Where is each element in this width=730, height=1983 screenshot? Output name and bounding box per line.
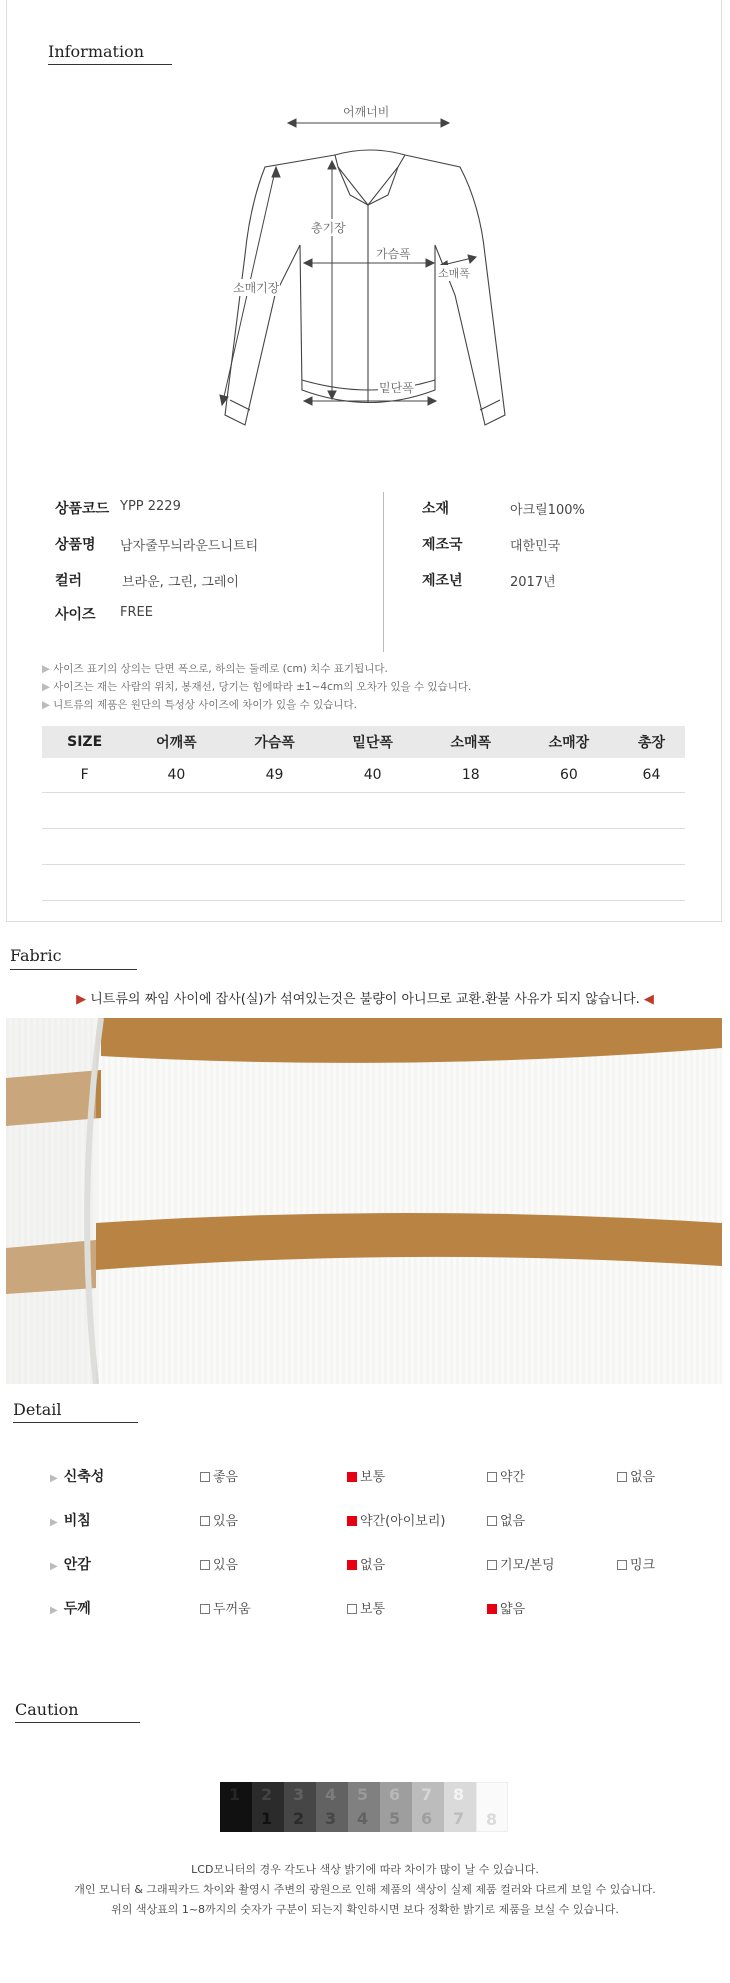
detail-label-lining: ▶ 안감	[50, 1557, 91, 1573]
information-title: Information	[48, 42, 145, 61]
option-sheer-slight: 약간(아이보리)	[347, 1510, 446, 1529]
total-length-label: 총기장	[311, 221, 346, 235]
detail-label-thickness: ▶ 두께	[50, 1601, 91, 1617]
size-table-header	[42, 726, 685, 758]
option-elasticity-normal: 보통	[347, 1466, 385, 1485]
hem-label: 밑단폭	[379, 381, 414, 395]
size-col-header: 소매폭	[422, 726, 520, 758]
fabric-title-underline	[10, 969, 137, 970]
sleeve-width-label: 소매폭	[438, 267, 470, 280]
spec-value-name: 남자줄무늬라운드니트티	[120, 539, 259, 554]
option-thickness-thin: 얇음	[487, 1598, 525, 1617]
checkbox-icon	[617, 1560, 627, 1570]
size-note: ▶ 사이즈 표기의 상의는 단면 폭으로, 하의는 둘레로 (cm) 치수 표기됩니다.	[42, 663, 388, 675]
swatch: 2 1	[252, 1782, 284, 1832]
option-lining-yes: 있음	[200, 1554, 238, 1573]
option-sheer-none: 없음	[487, 1510, 525, 1529]
spec-value-material: 아크릴100%	[510, 503, 585, 518]
spec-value-size: FREE	[120, 605, 153, 620]
spec-label-year: 제조년	[422, 573, 463, 589]
triangle-bullet-icon: ▶	[42, 681, 51, 693]
size-cell: 64	[618, 758, 685, 793]
triangle-bullet-icon: ▶	[50, 1605, 58, 1616]
triangle-bullet-icon: ▶	[50, 1473, 58, 1484]
spec-value-code: YPP 2229	[120, 499, 181, 514]
option-lining-none: 없음	[347, 1554, 385, 1573]
garment-diagram	[200, 95, 530, 435]
checkbox-checked-icon	[347, 1560, 357, 1570]
caution-title-underline	[15, 1722, 140, 1723]
spec-value-year: 2017년	[510, 575, 556, 590]
arrow-right-icon: ▶	[76, 992, 91, 1007]
option-lining-brushed: 기모/본딩	[487, 1554, 555, 1573]
size-cell: 40	[324, 758, 422, 793]
spec-label-country: 제조국	[422, 537, 463, 553]
sleeve-length-label: 소매기장	[233, 281, 280, 295]
swatch: 8	[476, 1782, 508, 1832]
caution-title: Caution	[15, 1700, 79, 1719]
fabric-title: Fabric	[10, 946, 62, 965]
caution-line: 위의 색상표의 1~8까지의 숫자가 구분이 되는지 확인하시면 보다 정확한 밝기로 제품을 보실 수 있습니다.	[111, 1903, 619, 1916]
detail-title: Detail	[13, 1400, 62, 1419]
triangle-bullet-icon: ▶	[42, 663, 51, 675]
checkbox-icon	[487, 1560, 497, 1570]
option-thickness-thick: 두꺼움	[200, 1598, 251, 1617]
swatch: 1	[220, 1782, 252, 1832]
option-elasticity-none: 없음	[617, 1466, 655, 1485]
size-note: ▶ 사이즈는 재는 사람의 위치, 봉재선, 당기는 힘에따라 ±1~4cm의 오차가 있을 수 있습니다.	[42, 681, 472, 693]
table-row	[42, 829, 685, 865]
detail-label-elasticity: ▶ 신축성	[50, 1469, 105, 1485]
checkbox-icon	[347, 1604, 357, 1614]
size-col-header: 총장	[618, 726, 685, 758]
table-row	[42, 793, 685, 829]
size-col-header: 어깨폭	[127, 726, 225, 758]
spec-label-material: 소재	[422, 501, 450, 517]
size-col-header: 가슴폭	[225, 726, 323, 758]
swatch: 5 4	[348, 1782, 380, 1832]
triangle-bullet-icon: ▶	[50, 1561, 58, 1572]
swatch: 8 7	[444, 1782, 476, 1832]
option-sheer-yes: 있음	[200, 1510, 238, 1529]
caution-line: 개인 모니터 & 그래픽카드 차이와 촬영시 주변의 광원으로 인해 제품의 색상이 실제 제품 컬러와 다르게 보일 수 있습니다.	[74, 1883, 656, 1896]
option-elasticity-good: 좋음	[200, 1466, 238, 1485]
spec-label-color: 컬러	[55, 573, 83, 589]
checkbox-icon	[200, 1604, 210, 1614]
spec-label-code: 상품코드	[55, 501, 110, 517]
checkbox-checked-icon	[347, 1516, 357, 1526]
size-col-header: 소매장	[520, 726, 618, 758]
spec-label-size: 사이즈	[55, 607, 96, 623]
spec-divider	[383, 492, 384, 652]
triangle-bullet-icon: ▶	[42, 699, 51, 711]
checkbox-icon	[200, 1516, 210, 1526]
detail-title-underline	[13, 1422, 138, 1423]
option-elasticity-slight: 약간	[487, 1466, 525, 1485]
shoulder-label: 어깨너비	[343, 105, 390, 119]
checkbox-icon	[200, 1560, 210, 1570]
fabric-closeup-image	[6, 1018, 722, 1384]
knit-stripe-texture	[6, 1018, 722, 1384]
checkbox-checked-icon	[347, 1472, 357, 1482]
size-cell: F	[42, 758, 127, 793]
table-row	[42, 865, 685, 901]
detail-label-sheerness: ▶ 비침	[50, 1513, 91, 1529]
chest-label: 가슴폭	[376, 247, 411, 261]
triangle-bullet-icon: ▶	[50, 1517, 58, 1528]
table-row	[42, 758, 685, 793]
spec-value-color: 브라운, 그린, 그레이	[122, 575, 239, 590]
swatch: 7 6	[412, 1782, 444, 1832]
swatch: 4 3	[316, 1782, 348, 1832]
size-cell: 40	[127, 758, 225, 793]
checkbox-checked-icon	[487, 1604, 497, 1614]
spec-label-name: 상품명	[55, 537, 96, 553]
spec-value-country: 대한민국	[510, 539, 561, 554]
checkbox-icon	[487, 1516, 497, 1526]
size-col-header: SIZE	[42, 726, 127, 758]
size-table	[42, 726, 685, 901]
caution-line: LCD모니터의 경우 각도나 색상 밝기에 따라 차이가 많이 날 수 있습니다.	[191, 1863, 539, 1876]
size-note: ▶ 니트류의 제품은 원단의 특성상 사이즈에 차이가 있을 수 있습니다.	[42, 699, 357, 711]
swatch: 3 2	[284, 1782, 316, 1832]
shirt-outline-icon	[200, 95, 530, 435]
size-cell: 18	[422, 758, 520, 793]
option-lining-mink: 밍크	[617, 1554, 655, 1573]
information-title-underline	[48, 64, 172, 65]
option-thickness-normal: 보통	[347, 1598, 385, 1617]
checkbox-icon	[200, 1472, 210, 1482]
swatch: 6 5	[380, 1782, 412, 1832]
arrow-left-icon: ◀	[639, 992, 654, 1007]
size-cell: 60	[520, 758, 618, 793]
checkbox-icon	[487, 1472, 497, 1482]
checkbox-icon	[617, 1472, 627, 1482]
size-col-header: 밑단폭	[324, 726, 422, 758]
fabric-notice: ▶ 니트류의 짜임 사이에 잡사(실)가 섞여있는것은 불량이 아니므로 교환.환불 사유가 되지 않습니다. ◀	[76, 992, 654, 1007]
brightness-swatch-strip	[220, 1782, 508, 1832]
size-cell: 49	[225, 758, 323, 793]
